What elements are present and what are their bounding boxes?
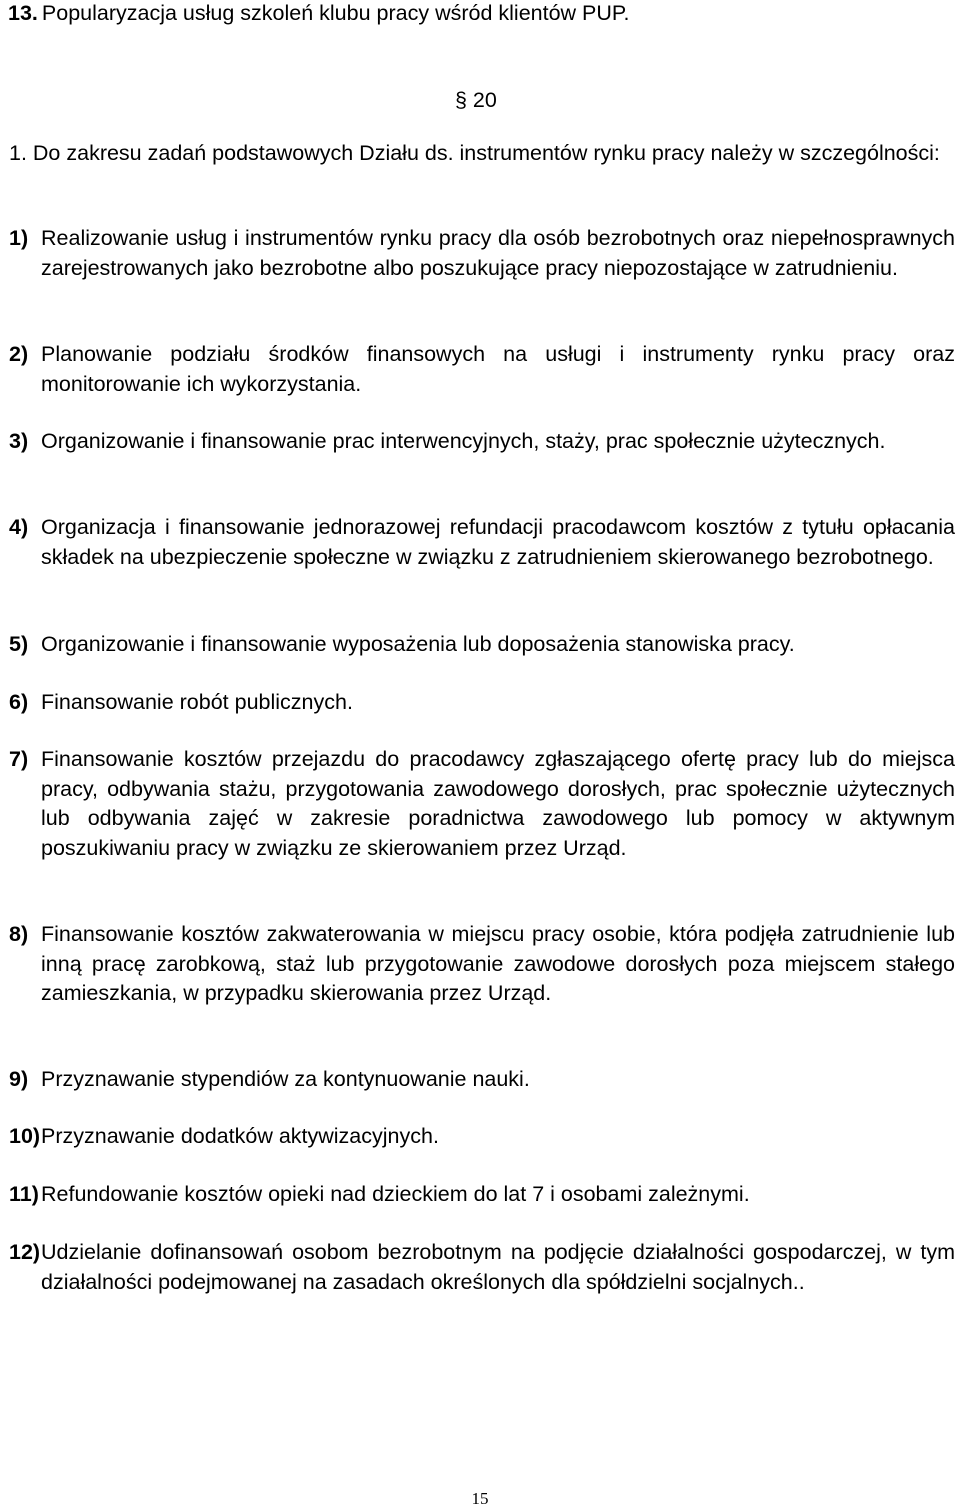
list-item-4 xyxy=(9,513,955,572)
list-item-text: Przyznawanie stypendiów za kontynuowanie nauki. xyxy=(41,1067,530,1091)
list-item-text: Przyznawanie dodatków aktywizacyjnych. xyxy=(41,1124,439,1148)
list-item-text: Organizacja i finansowanie jednorazowej refundacji pracodawcom kosztów z tytułu opłacania składek na ubezpieczenie społeczne w związku z zatrudnieniem skierowanego bezrobotnego. xyxy=(41,515,955,569)
list-item-label: 4) xyxy=(9,515,29,539)
list-item-11 xyxy=(9,1180,955,1210)
list-item-label: 10) xyxy=(9,1124,41,1148)
list-item-text: Finansowanie kosztów zakwaterowania w miejscu pracy osobie, która podjęła zatrudnienie lub inną pracę zarobkową, staż lub przygotowanie zawodowe dorosłych poza miejscem stałego zamieszkania, w przypadku skierowania przez Urząd. xyxy=(41,922,955,1005)
list-item-text: Planowanie podziału środków finansowych na usługi i instrumenty rynku pracy oraz monitorowanie ich wykorzystania. xyxy=(41,342,955,396)
list-item-8 xyxy=(9,920,955,1009)
list-item-5 xyxy=(9,630,955,660)
list-item-10 xyxy=(9,1122,955,1152)
list-item-9 xyxy=(9,1065,955,1095)
section-heading xyxy=(8,0,629,26)
list-item-text: Refundowanie kosztów opieki nad dzieckiem do lat 7 i osobami zależnymi. xyxy=(41,1182,750,1206)
list-item-2 xyxy=(9,340,955,399)
list-item-label: 12) xyxy=(9,1240,41,1264)
list-item-label: 8) xyxy=(9,922,29,946)
intro-paragraph: 1. Do zakresu zadań podstawowych Działu ds. instrumentów rynku pracy należy w szczególności: xyxy=(9,141,940,165)
list-item-text: Finansowanie robót publicznych. xyxy=(41,690,353,714)
list-item-label: 11) xyxy=(9,1182,39,1206)
list-item-label: 6) xyxy=(9,690,29,714)
list-item-label: 2) xyxy=(9,342,29,366)
list-item-text: Organizowanie i finansowanie wyposażenia lub doposażenia stanowiska pracy. xyxy=(41,632,795,656)
section-heading-text: Popularyzacja usług szkoleń klubu pracy wśród klientów PUP. xyxy=(41,1,630,25)
list-item-text: Realizowanie usług i instrumentów rynku pracy dla osób bezrobotnych oraz niepełnosprawnych zarejestrowanych jako bezrobotne albo poszukujące pracy niepozostające w zatrudnieniu. xyxy=(41,226,955,280)
list-item-text: Finansowanie kosztów przejazdu do pracodawcy zgłaszającego ofertę pracy lub do miejsca pracy, odbywania stażu, przygotowania zawodowego dorosłych, prac społecznie użytecznych lub odbywania zajęć w zakresie poradnictwa zawodowego lub pomocy w aktywnym poszukiwaniu pracy w związku ze skierowaniem przez Urząd. xyxy=(41,747,955,860)
list-item-3 xyxy=(9,427,955,457)
section-heading-number: 13. xyxy=(8,1,38,25)
page-number: 15 xyxy=(471,1489,489,1508)
list-item-label: 3) xyxy=(9,429,29,453)
list-item-label: 1) xyxy=(9,226,29,250)
list-item-7 xyxy=(9,745,955,863)
list-item-1 xyxy=(9,224,955,283)
list-item-label: 9) xyxy=(9,1067,29,1091)
list-item-label: 5) xyxy=(9,632,29,656)
list-item-12 xyxy=(9,1238,955,1297)
paragraph-mark: § 20 xyxy=(455,88,497,112)
list-item-text: Organizowanie i finansowanie prac interwencyjnych, staży, prac społecznie użytecznych. xyxy=(41,429,886,453)
list-item-6 xyxy=(9,688,955,718)
list-item-text: Udzielanie dofinansowań osobom bezrobotnym na podjęcie działalności gospodarczej, w tym działalności podejmowanej na zasadach określonych dla spółdzielni socjalnych.. xyxy=(41,1240,955,1294)
list-item-label: 7) xyxy=(9,747,29,771)
